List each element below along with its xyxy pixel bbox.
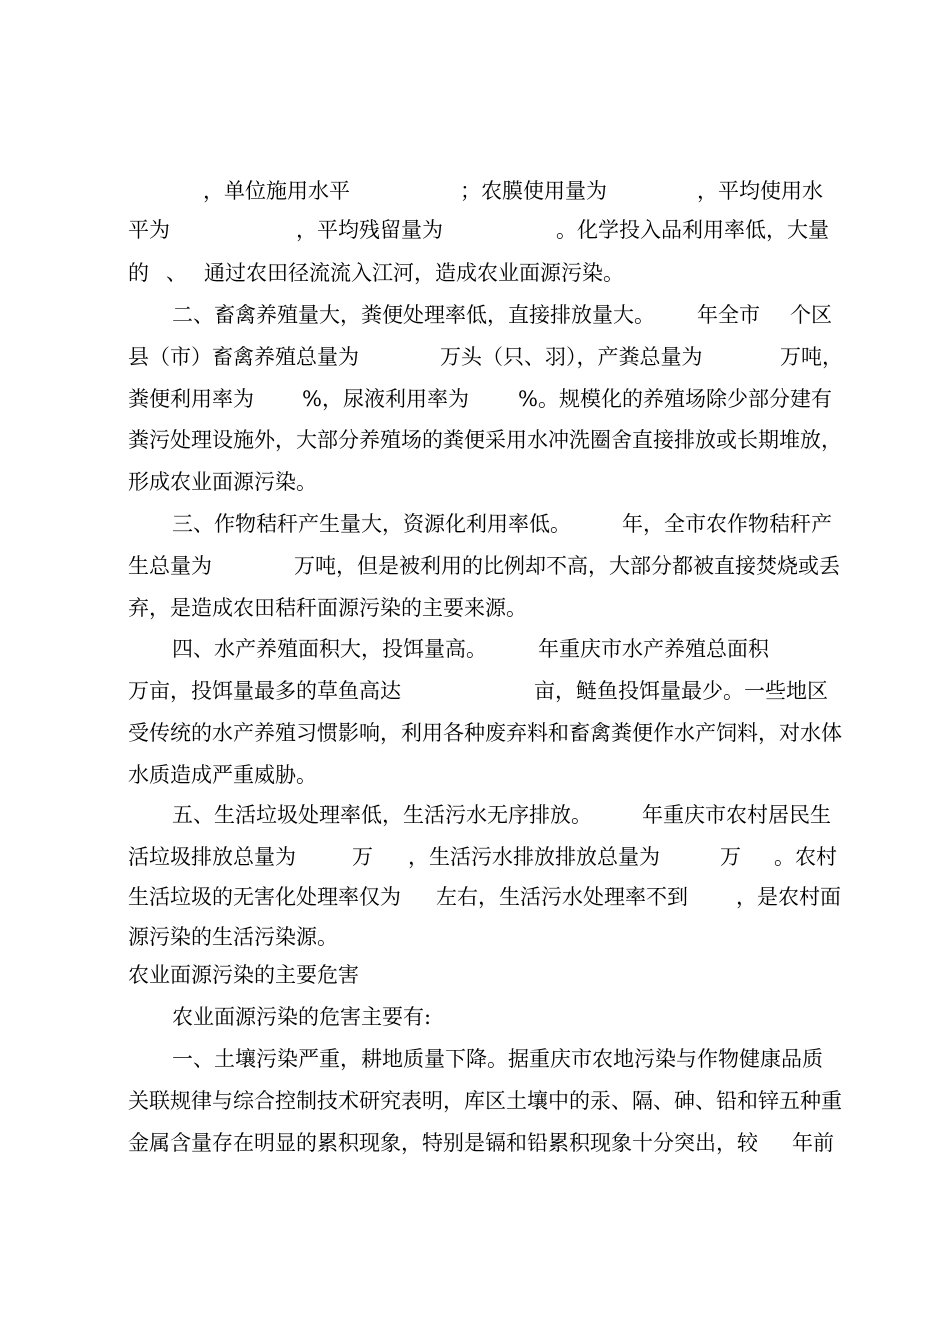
- text-segment: 五、生活垃圾处理率低，生活污水无序排放。: [172, 803, 592, 827]
- text-segment: 水质造成严重威胁。: [128, 763, 317, 787]
- text-segment: 三、作物秸秆产生量大，资源化利用率低。: [172, 512, 571, 536]
- text-segment: 平为: [128, 218, 170, 242]
- text-segment: 、: [166, 261, 187, 285]
- text-segment: 粪污处理设施外，大部分养殖场的粪便采用水冲洗圈舍直接排放或长期堆放，: [128, 428, 842, 452]
- text-segment: 关联规律与综合控制技术研究表明，库区土壤中的汞、隔、砷、铅和锌五种重: [128, 1089, 842, 1113]
- text-segment: 粪便利用率为: [128, 387, 254, 411]
- text-segment: 的: [128, 261, 149, 285]
- text-segment: 万: [720, 845, 741, 869]
- text-segment: 受传统的水产养殖习惯影响，利用各种废弃料和畜禽粪便作水产饲料，对水体: [128, 721, 842, 745]
- text-segment: 农业面源污染的危害主要有:: [172, 1005, 432, 1029]
- text-segment: ，平均使用水: [697, 179, 823, 203]
- text-segment: 万吨，但是被利用的比例却不高，大部分都被直接焚烧或丢: [294, 554, 840, 578]
- text-segment: 万亩，投饵量最多的草鱼高达: [128, 679, 401, 703]
- text-segment: 。化学投入品利用率低，大量: [556, 218, 829, 242]
- text-segment: 生总量为: [128, 554, 212, 578]
- text-segment: 亩，鲢鱼投饵量最少。一些地区: [534, 679, 828, 703]
- text-segment: 源污染的生活污染源。: [128, 925, 338, 949]
- text-segment: 四、水产养殖面积大，投饵量高。: [172, 637, 487, 661]
- text-segment: 年全市: [697, 303, 760, 327]
- text-segment: 形成农业面源污染。: [128, 470, 317, 494]
- text-segment: ，单位施用水平: [203, 179, 350, 203]
- text-segment: 年前: [792, 1131, 834, 1155]
- text-segment: 年重庆市农村居民生: [642, 803, 831, 827]
- text-segment: 二、畜禽养殖量大，粪便处理率低，直接排放量大。: [172, 303, 655, 327]
- text-segment: 弃，是造成农田秸秆面源污染的主要来源。: [128, 596, 527, 620]
- text-segment: ，生活污水排放排放总量为: [408, 845, 660, 869]
- text-segment: 。农村: [774, 845, 837, 869]
- text-segment: 县（市）畜禽养殖总量为: [128, 345, 359, 369]
- text-segment: 年，全市农作物秸秆产: [622, 512, 832, 536]
- text-segment: %，尿液利用率为: [302, 387, 469, 411]
- text-segment: 万吨，: [780, 345, 843, 369]
- text-segment: 生活垃圾的无害化处理率仅为: [128, 885, 401, 909]
- text-segment: 活垃圾排放总量为: [128, 845, 296, 869]
- heading-text: 农业面源污染的主要危害: [128, 963, 359, 987]
- text-segment: ，平均残留量为: [296, 218, 443, 242]
- text-segment: ；农膜使用量为: [460, 179, 607, 203]
- text-segment: %。规模化的养殖场除少部分建有: [518, 387, 832, 411]
- text-segment: 一、土壤污染严重，耕地质量下降。据重庆市农地污染与作物健康品质: [172, 1047, 823, 1071]
- text-segment: 左右，生活污水处理率不到: [436, 885, 688, 909]
- text-segment: 万头（只、羽），产粪总量为: [440, 345, 703, 369]
- text-segment: 万: [352, 845, 373, 869]
- text-segment: 通过农田径流流入江河，造成农业面源污染。: [204, 261, 624, 285]
- text-segment: ，是农村面: [736, 885, 841, 909]
- text-segment: 年重庆市水产养殖总面积: [538, 637, 769, 661]
- text-segment: 金属含量存在明显的累积现象，特别是镉和铅累积现象十分突出，较: [128, 1131, 758, 1155]
- text-segment: 个区: [790, 303, 832, 327]
